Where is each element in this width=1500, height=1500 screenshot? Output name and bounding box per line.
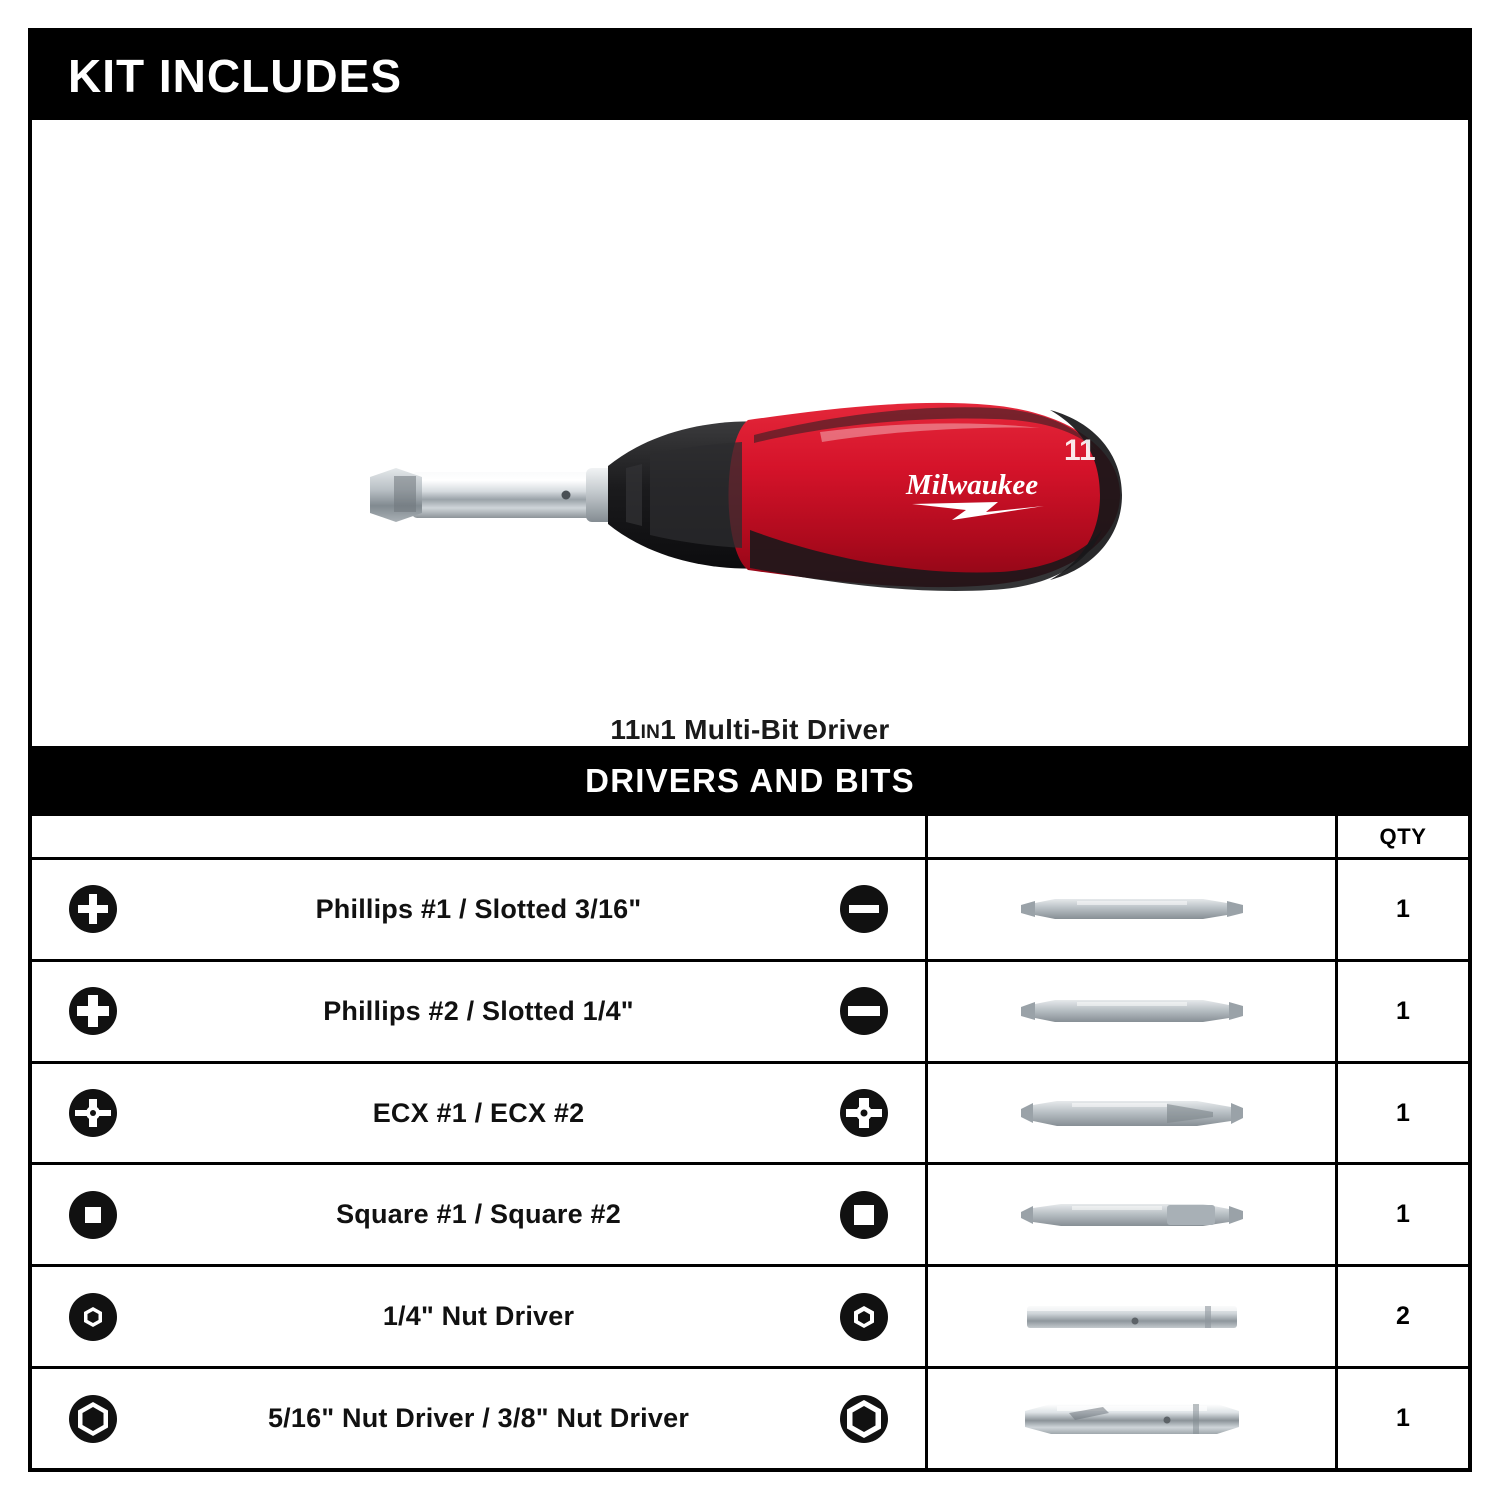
table-row	[32, 1064, 1468, 1166]
row-description-cell	[32, 1369, 928, 1468]
hero-caption-rest: 1 Multi-Bit Driver	[660, 714, 890, 745]
row-description-cell	[32, 1064, 928, 1163]
ecx-icon	[66, 1086, 120, 1140]
kit-contents-table	[32, 816, 1468, 1468]
row-bit-image-cell	[928, 1064, 1338, 1163]
double-end-bit-phillips-slotted-icon	[1017, 988, 1247, 1034]
table-row	[32, 860, 1468, 962]
row-label: 1/4" Nut Driver	[382, 1301, 575, 1332]
double-end-bit-phillips-slotted-icon	[1017, 886, 1247, 932]
square-icon	[66, 1188, 120, 1242]
row-label: Square #1 / Square #2	[336, 1199, 621, 1230]
multi-bit-driver-image	[350, 280, 1150, 710]
page-title: KIT INCLUDES	[68, 50, 402, 102]
hex-large-icon	[837, 1392, 891, 1446]
slotted-icon	[837, 984, 891, 1038]
row-bit-image-cell	[928, 962, 1338, 1061]
nut-driver-shaft-small-icon	[1017, 1294, 1247, 1340]
row-qty: 1	[1396, 1404, 1410, 1433]
table-row	[32, 1369, 1468, 1468]
row-qty: 1	[1396, 1098, 1410, 1127]
phillips-icon	[66, 984, 120, 1038]
row-bit-image-cell	[928, 860, 1338, 959]
nut-driver-shaft-large-icon	[1017, 1393, 1247, 1445]
header-desc-cell	[32, 816, 928, 857]
row-description-cell	[32, 1267, 928, 1366]
row-label: Phillips #2 / Slotted 1/4"	[323, 995, 634, 1026]
row-qty: 2	[1396, 1302, 1410, 1331]
row-bit-image-cell	[928, 1165, 1338, 1264]
driver-illustration	[350, 280, 1150, 710]
header-image-cell	[928, 816, 1338, 857]
row-qty: 1	[1396, 996, 1410, 1025]
table-row	[32, 1165, 1468, 1267]
header-qty-cell: QTY	[1379, 823, 1427, 849]
hero-product-area	[32, 120, 1468, 746]
row-description-cell	[32, 860, 928, 959]
table-header-row	[32, 816, 1468, 860]
row-qty: 1	[1396, 1200, 1410, 1229]
table-row	[32, 1267, 1468, 1369]
ecx-icon	[837, 1086, 891, 1140]
svg-text:Milwaukee: Milwaukee	[906, 469, 1039, 501]
double-end-bit-square-icon	[1017, 1192, 1247, 1238]
hero-caption	[610, 714, 889, 746]
hero-caption-small: IN	[640, 722, 661, 743]
drivers-and-bits-header	[32, 746, 1468, 816]
slotted-icon	[837, 882, 891, 936]
row-description-cell	[32, 962, 928, 1061]
table-row	[32, 962, 1468, 1064]
kit-includes-header	[32, 32, 1468, 120]
hero-caption-prefix: 11	[610, 714, 641, 745]
row-bit-image-cell	[928, 1267, 1338, 1366]
section-title: DRIVERS AND BITS	[585, 762, 915, 799]
hex-small-icon	[837, 1290, 891, 1344]
row-label: 5/16" Nut Driver / 3/8" Nut Driver	[267, 1403, 690, 1434]
square-icon	[837, 1188, 891, 1242]
row-bit-image-cell	[928, 1369, 1338, 1468]
hex-small-icon	[66, 1290, 120, 1344]
row-label: ECX #1 / ECX #2	[372, 1097, 585, 1128]
handle-mark: 11	[1064, 434, 1096, 467]
row-description-cell	[32, 1165, 928, 1264]
hex-large-icon	[66, 1392, 120, 1446]
kit-card	[28, 28, 1472, 1472]
row-label: Phillips #1 / Slotted 3/16"	[315, 893, 642, 924]
row-qty: 1	[1396, 894, 1410, 923]
double-end-bit-ecx-icon	[1017, 1090, 1247, 1136]
phillips-icon	[66, 882, 120, 936]
